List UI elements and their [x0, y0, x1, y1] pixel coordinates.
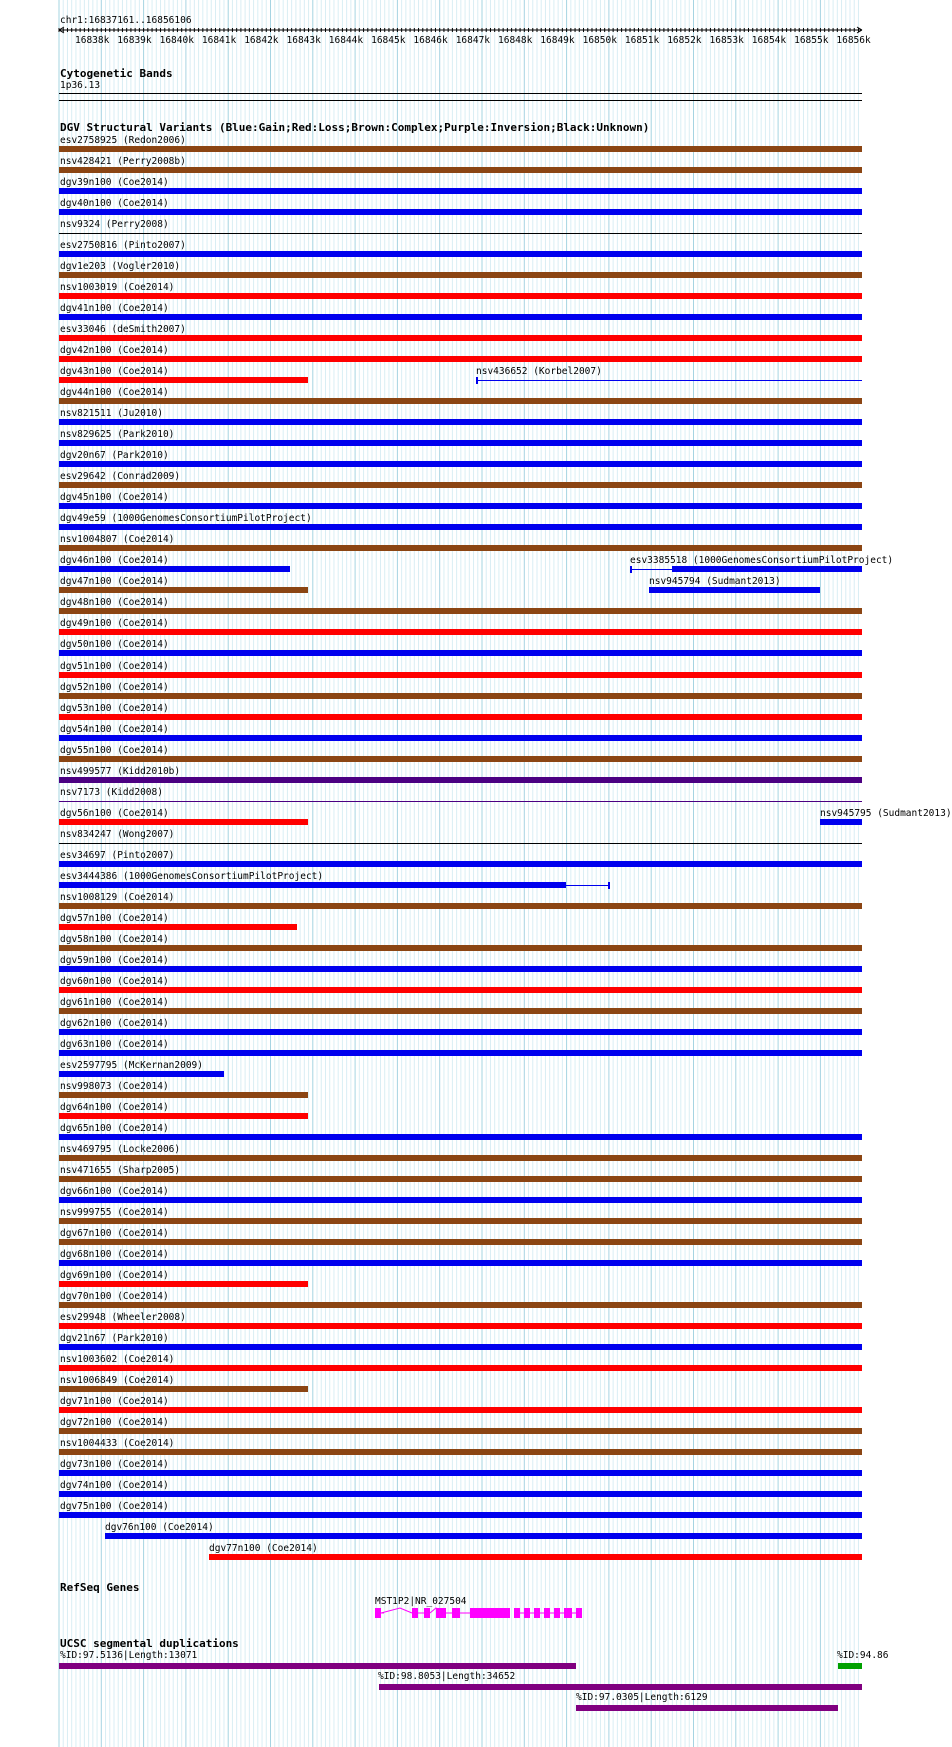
ruler-tick-label: 16838k — [75, 35, 110, 46]
dgv-feature-label[interactable]: nsv1003019 (Coe2014) — [60, 282, 175, 294]
dgv-feature-bar[interactable] — [59, 987, 862, 993]
gene-exon — [436, 1608, 446, 1618]
dgv-feature-bar[interactable] — [59, 735, 862, 741]
dgv-feature-label[interactable]: dgv49e59 (1000GenomesConsortiumPilotProject) — [60, 513, 312, 525]
dgv-feature-bar[interactable] — [59, 335, 862, 341]
dgv-feature-bar[interactable] — [59, 1365, 862, 1371]
dgv-feature-bar[interactable] — [59, 167, 862, 173]
gene-exon — [544, 1608, 550, 1618]
dgv-feature-label[interactable]: dgv42n100 (Coe2014) — [60, 345, 169, 357]
dgv-feature-bar[interactable] — [59, 293, 862, 299]
ruler-tick-label: 16848k — [498, 35, 533, 46]
dgv-feature-line[interactable] — [59, 843, 862, 844]
dgv-feature-label[interactable]: dgv51n100 (Coe2014) — [60, 660, 169, 672]
dgv-feature-bar[interactable] — [59, 1155, 862, 1161]
dgv-feature-bar[interactable] — [59, 545, 862, 551]
dgv-feature-bar[interactable] — [59, 1029, 862, 1035]
dgv-feature-label[interactable]: dgv64n100 (Coe2014) — [60, 1101, 169, 1113]
refseq-gene-label[interactable]: MST1P2|NR_027504 — [375, 1596, 467, 1607]
ruler-tick-label: 16852k — [667, 35, 702, 46]
gene-exon — [524, 1608, 530, 1618]
dgv-feature-label[interactable]: nsv9324 (Perry2008) — [60, 219, 169, 231]
dgv-feature-label[interactable]: dgv72n100 (Coe2014) — [60, 1417, 169, 1429]
dgv-feature-bar[interactable] — [59, 1512, 862, 1518]
dgv-feature-label[interactable]: dgv76n100 (Coe2014) — [105, 1522, 214, 1534]
dgv-feature-bar[interactable] — [59, 945, 862, 951]
dgv-feature-bar[interactable] — [59, 1386, 308, 1392]
dgv-feature-bar[interactable] — [59, 1344, 862, 1350]
dgv-feature-label[interactable]: dgv61n100 (Coe2014) — [60, 996, 169, 1008]
dgv-feature-label[interactable]: dgv54n100 (Coe2014) — [60, 723, 169, 735]
dgv-feature-bar[interactable] — [59, 1302, 862, 1308]
ruler-tick-label: 16851k — [624, 35, 660, 46]
dgv-feature-label[interactable]: dgv50n100 (Coe2014) — [60, 639, 169, 651]
dgv-feature-bar[interactable] — [59, 503, 862, 509]
dgv-feature-bar[interactable] — [820, 819, 862, 825]
dgv-feature-label[interactable]: esv3385518 (1000GenomesConsortiumPilotProject) — [630, 555, 894, 567]
gene-exon — [470, 1608, 510, 1618]
dgv-feature-bar[interactable] — [59, 903, 862, 909]
ruler-tick-label: 16850k — [582, 35, 617, 46]
dgv-feature-label[interactable]: dgv47n100 (Coe2014) — [60, 576, 169, 588]
gene-exon — [578, 1608, 582, 1618]
dgv-feature-bar[interactable] — [59, 1323, 862, 1329]
dgv-feature-bar[interactable] — [59, 1008, 862, 1014]
ruler-tick-label: 16853k — [709, 35, 744, 46]
gene-exon — [514, 1608, 520, 1618]
dgv-feature-label[interactable]: nsv1004433 (Coe2014) — [60, 1438, 175, 1450]
dgv-feature-bar[interactable] — [59, 587, 308, 593]
dgv-feature-label[interactable]: dgv68n100 (Coe2014) — [60, 1249, 169, 1261]
dgv-feature-label[interactable]: dgv58n100 (Coe2014) — [60, 933, 169, 945]
dgv-feature-label[interactable]: dgv45n100 (Coe2014) — [60, 492, 169, 504]
dgv-feature-line[interactable] — [630, 569, 672, 570]
refseq-gene-MST1P2[interactable] — [0, 1603, 890, 1623]
ruler-tick-label: 16856k — [836, 35, 871, 46]
gene-exon — [564, 1608, 572, 1618]
dgv-feature-label[interactable]: dgv65n100 (Coe2014) — [60, 1122, 169, 1134]
dgv-feature-bar[interactable] — [59, 608, 862, 614]
dgv-feature-bar[interactable] — [59, 861, 862, 867]
dgv-feature-label[interactable]: nsv1006849 (Coe2014) — [60, 1375, 175, 1387]
gene-exon — [375, 1608, 381, 1618]
cytoband-line-top — [59, 93, 862, 94]
gene-exon — [412, 1608, 418, 1618]
dgv-feature-bar[interactable] — [209, 1554, 862, 1560]
dgv-track-title[interactable]: DGV Structural Variants (Blue:Gain;Red:Loss;Brown:Complex;Purple:Inversion;Black:Unknown) — [60, 121, 650, 134]
dgv-feature-label[interactable]: nsv436652 (Korbel2007) — [476, 366, 602, 378]
dgv-feature-label[interactable]: dgv62n100 (Coe2014) — [60, 1017, 169, 1029]
dgv-feature-bar[interactable] — [59, 1491, 862, 1497]
cytoband-line-bottom — [59, 100, 862, 101]
ruler-tick-label: 16854k — [751, 35, 787, 46]
dgv-feature-label[interactable]: nsv1004807 (Coe2014) — [60, 534, 175, 546]
dgv-feature-bar[interactable] — [59, 966, 862, 972]
dgv-feature-bar[interactable] — [59, 356, 862, 362]
dgv-feature-label[interactable]: dgv21n67 (Park2010) — [60, 1333, 169, 1345]
dgv-feature-bar[interactable] — [59, 1260, 862, 1266]
dgv-feature-label[interactable]: dgv70n100 (Coe2014) — [60, 1291, 169, 1303]
dgv-feature-label[interactable]: dgv60n100 (Coe2014) — [60, 975, 169, 987]
dgv-feature-label[interactable]: nsv999755 (Coe2014) — [60, 1207, 169, 1219]
dgv-feature-bar[interactable] — [59, 924, 297, 930]
dgv-feature-label[interactable]: esv29642 (Conrad2009) — [60, 471, 181, 483]
dgv-feature-label[interactable]: dgv53n100 (Coe2014) — [60, 702, 169, 714]
dgv-feature-label[interactable]: dgv75n100 (Coe2014) — [60, 1501, 169, 1513]
dgv-feature-label[interactable]: esv2758925 (Redon2006) — [60, 135, 186, 146]
dgv-feature-label[interactable]: nsv428421 (Perry2008b) — [60, 156, 186, 168]
dgv-feature-bar[interactable] — [105, 1533, 862, 1539]
ruler-tick-label: 16844k — [328, 35, 364, 46]
dgv-feature-label[interactable]: dgv67n100 (Coe2014) — [60, 1228, 169, 1240]
dgv-feature-label[interactable]: dgv44n100 (Coe2014) — [60, 387, 169, 399]
dgv-feature-label[interactable]: esv2750816 (Pinto2007) — [60, 240, 186, 252]
dgv-feature-label[interactable]: dgv55n100 (Coe2014) — [60, 744, 169, 756]
dgv-feature-label[interactable]: dgv77n100 (Coe2014) — [209, 1543, 318, 1555]
ruler-tick-label: 16839k — [117, 35, 152, 46]
dgv-feature-label[interactable]: dgv1e203 (Vogler2010) — [60, 261, 181, 273]
dgv-feature-label[interactable]: dgv57n100 (Coe2014) — [60, 912, 169, 924]
dgv-feature-label[interactable]: dgv56n100 (Coe2014) — [60, 807, 169, 819]
dgv-feature-label[interactable]: esv2597795 (McKernan2009) — [60, 1059, 203, 1071]
dgv-feature-bar[interactable] — [59, 1470, 862, 1476]
dgv-feature-line[interactable] — [476, 380, 862, 381]
segdup-label-3[interactable]: %ID:98.8053|Length:34652 — [378, 1671, 516, 1682]
dgv-feature-bar[interactable] — [59, 1197, 862, 1203]
dgv-feature-bar[interactable] — [672, 566, 862, 572]
dgv-feature-endcap[interactable] — [608, 882, 610, 889]
dgv-feature-endcap[interactable] — [630, 566, 632, 573]
dgv-feature-bar[interactable] — [59, 314, 862, 320]
dgv-feature-label[interactable]: nsv834247 (Wong2007) — [60, 828, 175, 840]
dgv-feature-label[interactable]: nsv1003602 (Coe2014) — [60, 1354, 175, 1366]
dgv-feature-bar[interactable] — [59, 1071, 224, 1077]
gene-exon — [554, 1608, 560, 1618]
dgv-feature-label[interactable]: dgv40n100 (Coe2014) — [60, 198, 169, 210]
dgv-feature-line[interactable] — [59, 801, 862, 802]
dgv-feature-bar[interactable] — [59, 693, 862, 699]
dgv-feature-label[interactable]: nsv7173 (Kidd2008) — [60, 786, 163, 798]
segdup-label-4[interactable]: %ID:97.0305|Length:6129 — [576, 1692, 708, 1703]
dgv-feature-bar[interactable] — [59, 1176, 862, 1182]
gene-exon — [534, 1608, 540, 1618]
dgv-feature-label[interactable]: esv33046 (deSmith2007) — [60, 324, 186, 336]
dgv-feature-label[interactable]: dgv49n100 (Coe2014) — [60, 618, 169, 630]
dgv-feature-bar[interactable] — [59, 251, 862, 257]
dgv-feature-label[interactable]: nsv945795 (Sudmant2013) — [820, 807, 952, 819]
dgv-feature-bar[interactable] — [59, 209, 862, 215]
ruler-tick-label: 16845k — [371, 35, 406, 46]
dgv-feature-label[interactable]: dgv41n100 (Coe2014) — [60, 303, 169, 315]
dgv-feature-label[interactable]: dgv59n100 (Coe2014) — [60, 954, 169, 966]
dgv-feature-bar[interactable] — [59, 377, 308, 383]
dgv-feature-bar[interactable] — [59, 714, 862, 720]
dgv-feature-bar[interactable] — [59, 1113, 308, 1119]
dgv-feature-label[interactable]: dgv48n100 (Coe2014) — [60, 597, 169, 609]
dgv-feature-label[interactable]: nsv1008129 (Coe2014) — [60, 891, 175, 903]
dgv-feature-label[interactable]: dgv74n100 (Coe2014) — [60, 1480, 169, 1492]
dgv-feature-bar[interactable] — [59, 566, 290, 572]
dgv-feature-label[interactable]: nsv945794 (Sudmant2013) — [649, 576, 781, 588]
ruler-tick-label: 16841k — [201, 35, 237, 46]
dgv-feature-label[interactable]: dgv46n100 (Coe2014) — [60, 555, 169, 567]
dgv-feature-bar[interactable] — [59, 629, 862, 635]
segdup-track-title[interactable]: UCSC segmental duplications — [60, 1637, 239, 1650]
dgv-feature-label[interactable]: dgv39n100 (Coe2014) — [60, 177, 169, 189]
dgv-feature-label[interactable]: esv3444386 (1000GenomesConsortiumPilotProject) — [60, 870, 324, 882]
dgv-feature-label[interactable]: esv29948 (Wheeler2008) — [60, 1312, 186, 1324]
ruler-tick-label: 16847k — [455, 35, 491, 46]
gene-exon — [424, 1608, 430, 1618]
dgv-feature-line[interactable] — [59, 233, 862, 234]
dgv-feature-line[interactable] — [566, 885, 609, 886]
dgv-feature-bar[interactable] — [59, 482, 862, 488]
dgv-feature-bar[interactable] — [59, 1218, 862, 1224]
dgv-feature-label[interactable]: nsv821511 (Ju2010) — [60, 408, 163, 420]
dgv-feature-bar[interactable] — [59, 1050, 862, 1056]
dgv-feature-bar[interactable] — [59, 1239, 862, 1245]
dgv-feature-bar[interactable] — [59, 146, 862, 152]
segdup-bar-3[interactable] — [379, 1684, 862, 1690]
gene-exon — [452, 1608, 460, 1618]
dgv-feature-label[interactable]: dgv66n100 (Coe2014) — [60, 1186, 169, 1197]
dgv-feature-label[interactable]: nsv499577 (Kidd2010b) — [60, 765, 181, 777]
ruler-tick-label: 16842k — [244, 35, 279, 46]
dgv-feature-label[interactable]: dgv69n100 (Coe2014) — [60, 1270, 169, 1282]
dgv-feature-label[interactable]: dgv73n100 (Coe2014) — [60, 1459, 169, 1471]
dgv-feature-bar[interactable] — [59, 1449, 862, 1455]
refseq-track-title[interactable]: RefSeq Genes — [60, 1581, 140, 1594]
dgv-feature-label[interactable]: dgv43n100 (Coe2014) — [60, 366, 169, 378]
dgv-feature-label[interactable]: dgv20n67 (Park2010) — [60, 450, 169, 462]
dgv-feature-bar[interactable] — [59, 882, 566, 888]
dgv-feature-bar[interactable] — [59, 1407, 862, 1413]
segdup-label-2[interactable]: %ID:94.86 — [837, 1650, 889, 1661]
segdup-bar-4[interactable] — [576, 1705, 838, 1711]
dgv-feature-bar[interactable] — [59, 672, 862, 678]
dgv-feature-bar[interactable] — [59, 819, 308, 825]
dgv-feature-label[interactable]: dgv52n100 (Coe2014) — [60, 681, 169, 693]
dgv-feature-bar[interactable] — [59, 188, 862, 194]
dgv-feature-label[interactable]: nsv469795 (Locke2006) — [60, 1143, 181, 1155]
segdup-bar-2[interactable] — [838, 1663, 862, 1669]
dgv-feature-bar[interactable] — [59, 756, 862, 762]
ruler-tick-label: 16849k — [540, 35, 575, 46]
locus-label: chr1:16837161..16856106 — [60, 15, 192, 26]
dgv-feature-label[interactable]: esv34697 (Pinto2007) — [60, 849, 175, 861]
dgv-feature-bar[interactable] — [59, 1092, 308, 1098]
dgv-feature-bar[interactable] — [59, 461, 862, 467]
dgv-feature-bar[interactable] — [59, 272, 862, 278]
dgv-feature-label[interactable]: nsv829625 (Park2010) — [60, 429, 175, 441]
ruler-tick-label: 16855k — [794, 35, 829, 46]
dgv-feature-label[interactable]: dgv63n100 (Coe2014) — [60, 1038, 169, 1050]
dgv-feature-bar[interactable] — [59, 440, 862, 446]
dgv-feature-bar[interactable] — [649, 587, 820, 593]
segdup-label-1[interactable]: %ID:97.5136|Length:13071 — [60, 1650, 198, 1661]
ruler-tick-label: 16840k — [159, 35, 194, 46]
dgv-feature-bar[interactable] — [59, 1428, 862, 1434]
dgv-feature-label[interactable]: nsv998073 (Coe2014) — [60, 1080, 169, 1092]
cytoband-track-title[interactable]: Cytogenetic Bands — [60, 67, 173, 80]
ruler-tick-label: 16843k — [286, 35, 321, 46]
dgv-feature-bar[interactable] — [59, 524, 862, 530]
dgv-feature-endcap[interactable] — [476, 377, 478, 384]
dgv-feature-bar[interactable] — [59, 1281, 308, 1287]
ruler-tick-label: 16846k — [413, 35, 448, 46]
segdup-bar-1[interactable] — [59, 1663, 576, 1669]
dgv-feature-bar[interactable] — [59, 419, 862, 425]
cytoband-label: 1p36.13 — [60, 80, 101, 91]
dgv-feature-bar[interactable] — [59, 777, 862, 783]
dgv-feature-bar[interactable] — [59, 1134, 862, 1140]
dgv-feature-bar[interactable] — [59, 398, 862, 404]
dgv-feature-bar[interactable] — [59, 650, 862, 656]
dgv-feature-label[interactable]: dgv71n100 (Coe2014) — [60, 1396, 169, 1408]
dgv-feature-label[interactable]: nsv471655 (Sharp2005) — [60, 1164, 181, 1176]
